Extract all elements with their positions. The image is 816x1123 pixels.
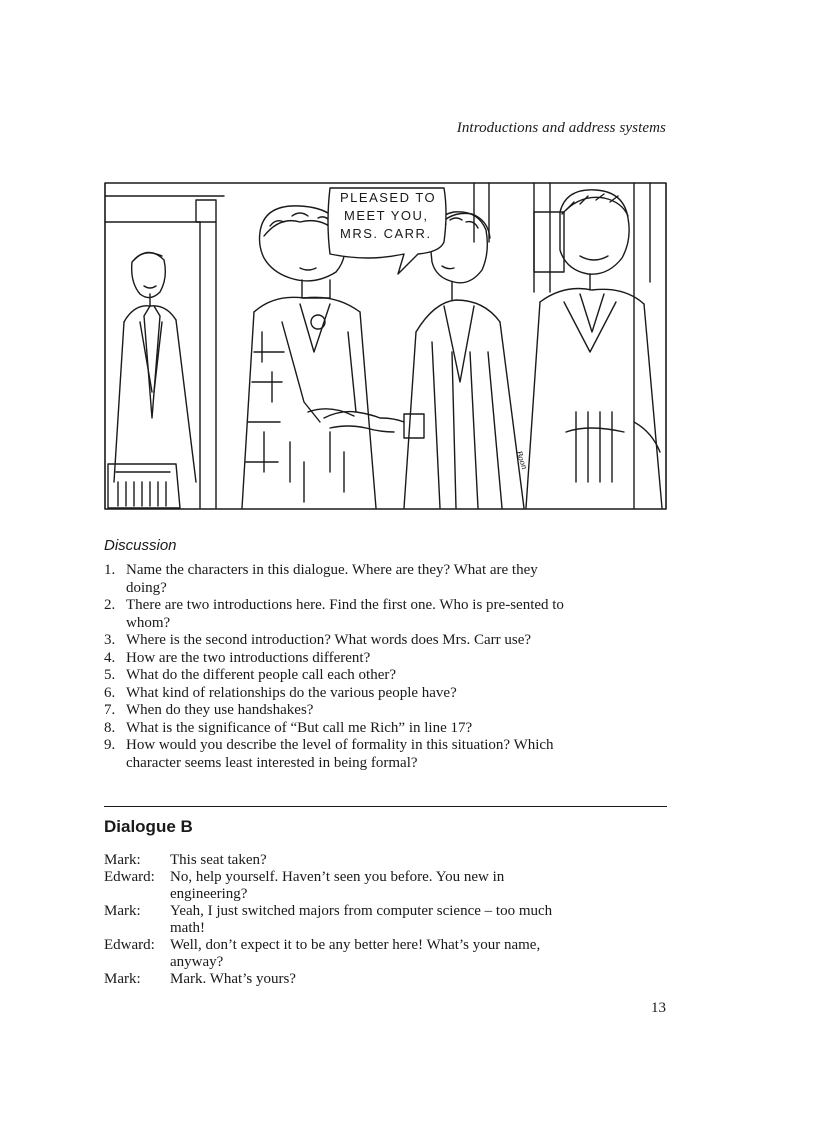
dialogue-b: [104, 852, 574, 988]
question-number: 4.: [104, 649, 116, 666]
list-item: [104, 685, 574, 703]
artist-signature: Boon: [514, 449, 531, 471]
question-text: Where is the second introduction? What words does Mrs. Carr use?: [126, 632, 532, 648]
list-item: [104, 667, 574, 685]
speaker-name: Edward:: [104, 937, 155, 953]
question-text: Name the characters in this dialogue. Where are they? What are they doing?: [126, 562, 538, 596]
dialogue-turn: [104, 937, 574, 971]
section-divider: [104, 806, 667, 807]
question-number: 9.: [104, 737, 116, 753]
question-number: 6.: [104, 684, 116, 701]
introduction-illustration: [104, 182, 667, 510]
question-text: How are the two introductions different?: [126, 649, 371, 666]
list-item: [104, 702, 574, 720]
question-number: 2.: [104, 597, 116, 613]
question-text: When do they use handshakes?: [126, 702, 314, 718]
question-number: 1.: [104, 562, 116, 578]
question-text: What is the significance of “But call me Rich” in line 17?: [126, 719, 473, 736]
list-item: [104, 720, 574, 738]
dialogue-line: This seat taken?: [170, 852, 267, 868]
list-item: [104, 562, 574, 597]
list-item: [104, 650, 574, 668]
page-number: 13: [651, 1000, 666, 1016]
discussion-questions: [104, 562, 574, 772]
running-head: Introductions and address systems: [456, 120, 666, 136]
question-text: How would you describe the level of formality in this situation? Which character seems least interested in being formal?: [126, 737, 554, 771]
dialogue-line: Well, don’t expect it to be any better here! What’s your name, anyway?: [170, 937, 541, 970]
question-number: 5.: [104, 667, 116, 683]
list-item: [104, 632, 574, 650]
speaker-name: Mark:: [104, 903, 141, 919]
question-number: 3.: [104, 632, 116, 648]
speech-line-1: PLEASED TO: [340, 190, 437, 205]
dialogue-turn: [104, 869, 574, 903]
discussion-heading: Discussion: [104, 537, 177, 554]
question-number: 7.: [104, 702, 116, 718]
list-item: [104, 737, 574, 772]
dialogue-turn: [104, 903, 574, 937]
list-item: [104, 597, 574, 632]
dialogue-line: Yeah, I just switched majors from computer science – too much math!: [170, 903, 553, 936]
question-text: What kind of relationships do the various people have?: [126, 684, 457, 701]
dialogue-turn: [104, 852, 574, 869]
question-text: What do the different people call each other?: [126, 667, 397, 683]
question-number: 8.: [104, 719, 116, 736]
question-text: There are two introductions here. Find the first one. Who is pre-sented to whom?: [126, 597, 564, 631]
dialogue-line: Mark. What’s yours?: [170, 971, 296, 987]
dialogue-line: No, help yourself. Haven’t seen you before. You new in engineering?: [170, 869, 505, 902]
speech-line-3: MRS. CARR.: [340, 226, 432, 241]
dialogue-turn: [104, 971, 574, 988]
speaker-name: Mark:: [104, 852, 141, 868]
dialogue-b-heading: Dialogue B: [104, 817, 193, 836]
speaker-name: Mark:: [104, 971, 141, 987]
speech-line-2: MEET YOU,: [344, 208, 429, 223]
speaker-name: Edward:: [104, 869, 155, 885]
